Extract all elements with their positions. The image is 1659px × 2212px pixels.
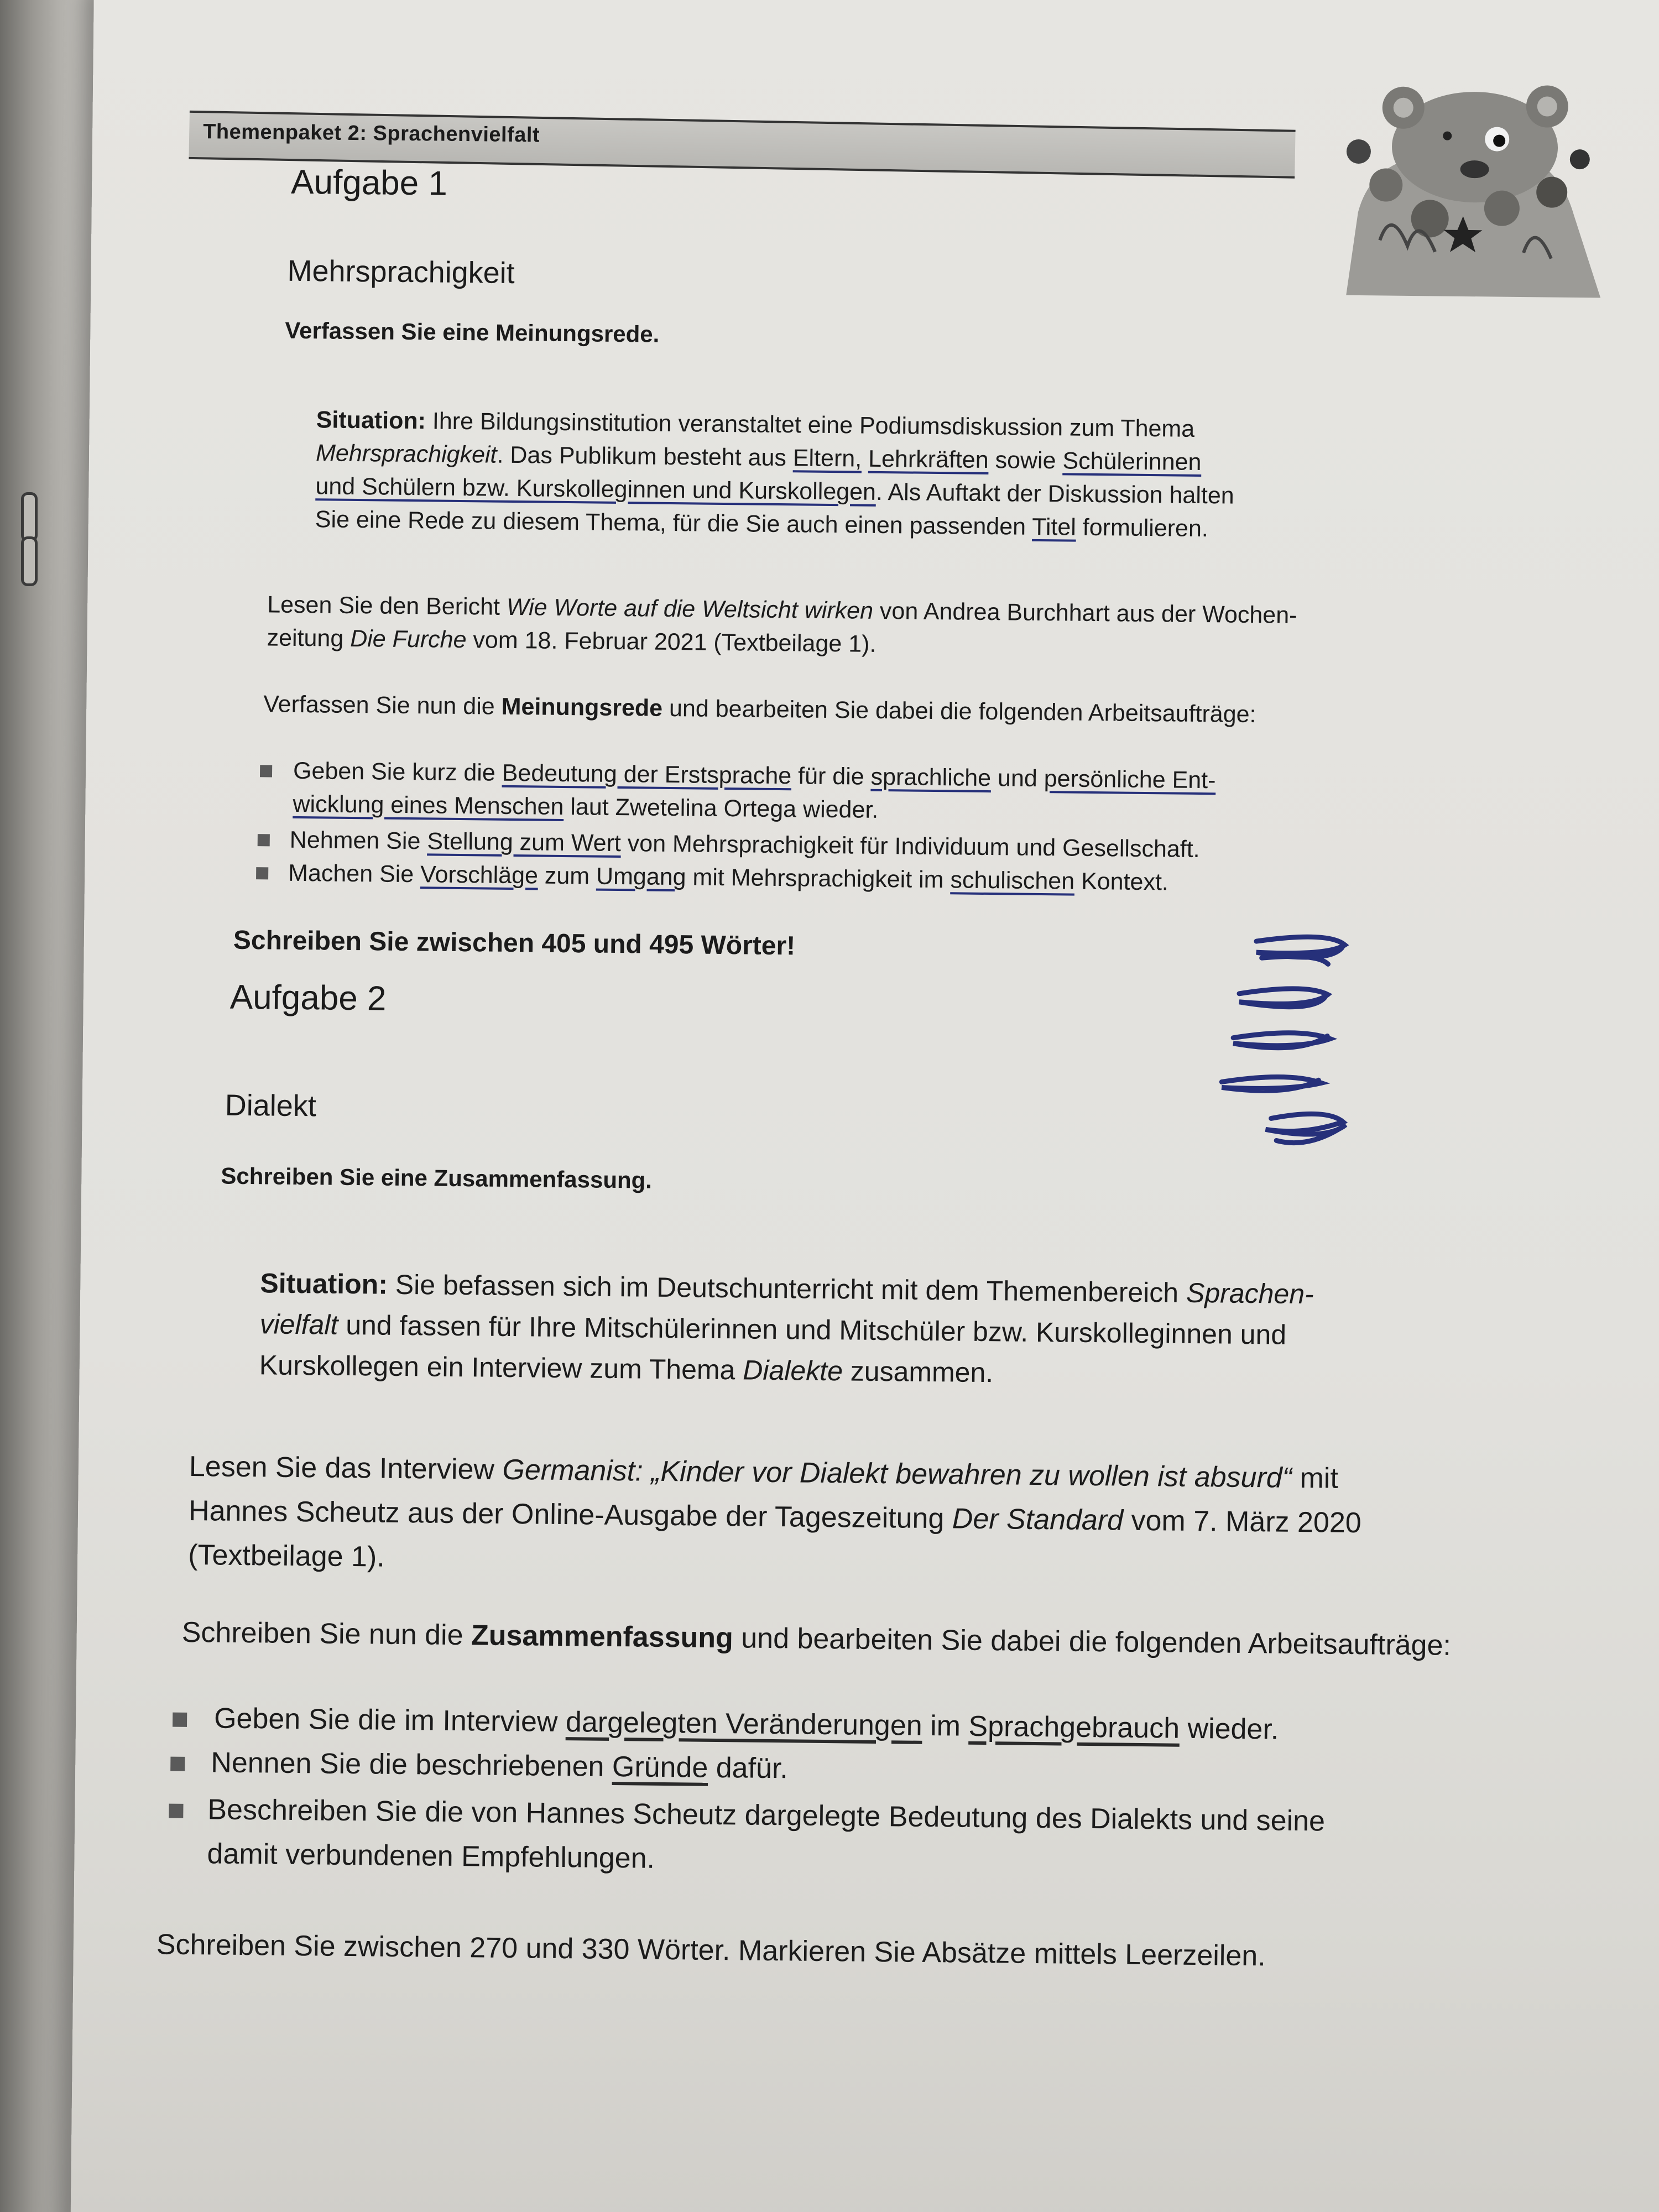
situation-text: sowie [988,446,1063,474]
bullet-text: von Mehrsprachigkeit für Individuum und Gesellschaft. [620,830,1200,863]
newspaper-name: Die Furche [349,625,467,654]
situation-text: zusammen. [842,1355,994,1389]
bullet-text: Machen Sie [288,859,421,888]
annotated-phrase: Stellung zum Wert [427,828,622,857]
reading-text: vom 7. März 2020 [1123,1504,1362,1540]
text-type: Zusammenfassung [471,1619,734,1655]
situation-topic: Mehrsprachigkeit [315,440,497,468]
task2-situation [259,1262,1421,1397]
situation-text: . Das Publikum besteht aus [497,441,794,472]
article-title: Germanist: „Kinder vor Dialekt bewahren zu wollen ist absurd“ [502,1453,1292,1494]
situation-topic: vielfalt [259,1308,338,1340]
task1-number: Aufgabe 1 [290,163,448,203]
bullet-text: Kontext. [1074,868,1169,896]
header-label: Themenpaket 2: Sprachenvielfalt [202,120,540,147]
task2-reading [188,1444,1516,1591]
task1-write-instruction [263,687,1425,733]
situation-text: Sie eine Rede zu diesem Thema, für die Sie auch einen passenden [315,506,1032,540]
bullet-text: damit verbundenen Empfehlungen. [207,1838,655,1875]
annotated-word: schulischen [950,867,1075,895]
situation-text: Kurskollegen ein Interview zum Thema [259,1349,743,1386]
situation-topic: Dialekte [743,1354,843,1387]
task2-topic: Dialekt [225,1088,317,1123]
task1-situation [315,403,1312,546]
worksheet-page [70,0,1659,2212]
reading-text: mit [1291,1462,1339,1495]
bullet-text: dafür. [708,1751,789,1785]
binder-ring [21,536,38,586]
reading-text: Lesen Sie das Interview [189,1450,503,1486]
situation-label: Situation: [316,406,426,435]
bullet-text: wieder. [1179,1712,1279,1746]
bullet-text: im [922,1709,969,1743]
reading-text: Lesen Sie den Bericht [267,591,507,620]
annotated-word: Lehrkräften [868,445,989,473]
situation-text: formulieren. [1076,514,1209,542]
text-type: Meinungsrede [501,693,663,722]
bullet-text: Geben Sie kurz die [293,757,503,786]
bullet-marker [169,1804,183,1818]
annotated-phrase: Bedeutung der Erstsprache [502,759,792,790]
instruction-text: Schreiben Sie nun die [181,1616,472,1652]
bullet-text: Nehmen Sie [289,826,427,855]
bullet-text: laut Zwetelina Ortega wieder. [564,793,879,823]
reading-text: (Textbeilage 1). [187,1538,385,1573]
annotated-word: Titel [1031,513,1077,541]
task2-write-instruction [181,1610,1564,1669]
annotated-word: Gründe [612,1750,708,1784]
instruction-text: und bearbeiten Sie dabei die folgenden Arbeitsaufträge: [662,695,1256,728]
task1-topic: Mehrsprachigkeit [287,254,515,290]
task1-reading [267,588,1373,666]
annotated-phrase: dargelegten Veränderungen [565,1706,923,1742]
situation-text: . Als Auftakt der Diskussion halten [875,478,1234,509]
situation-text [862,446,868,472]
article-title: Wie Worte auf die Weltsicht wirken [506,593,874,624]
bullet-text: mit Mehrsprachigkeit im [686,864,951,894]
bullet-text: Nennen Sie die beschriebenen [211,1746,613,1783]
bear-illustration [1324,74,1614,303]
binder-ring [21,492,38,542]
annotated-word: Umgang [596,863,686,891]
pen-scribbles [1215,930,1439,1170]
reading-text: vom 18. Februar 2021 (Textbeilage 1). [466,627,877,658]
task2-word-count: Schreiben Sie zwischen 270 und 330 Wörter. Markieren Sie Absätze mittels Leerzeilen. [156,1928,1266,1973]
bullet-text: für die [791,763,871,790]
annotated-word: Vorschläge [420,861,539,889]
annotated-word: Schülerinnen [1062,447,1202,476]
task2-bullet-3 [207,1787,1535,1890]
bullet-marker [170,1757,185,1771]
bullet-marker [260,765,272,777]
bullet-text: und [990,765,1045,792]
situation-text: Ihre Bildungsinstitution veranstaltet eine Podiumsdiskussion zum Thema [432,408,1195,442]
annotated-word: persönliche Ent- [1044,765,1216,794]
annotated-word: Eltern, [792,445,862,472]
task1-bullet-1 [293,754,1399,832]
bullet-text: Beschreiben Sie die von Hannes Scheutz dargelegte Bedeutung des Dialekts und seine [207,1793,1326,1838]
reading-text: Hannes Scheutz aus der Online-Ausgabe der Tageszeitung [188,1494,953,1535]
bullet-text: Geben Sie die im Interview [213,1702,566,1739]
situation-label: Situation: [260,1267,388,1300]
bullet-marker [173,1713,187,1727]
annotated-phrase: wicklung eines Menschen [293,790,564,820]
instruction-text: und bearbeiten Sie dabei die folgenden Arbeitsaufträge: [733,1622,1452,1662]
reading-text: von Andrea Burchhart aus der Wochen- [873,597,1297,629]
annotated-word: Sprachgebrauch [968,1710,1180,1745]
bullet-text: zum [538,862,597,890]
annotated-phrase: und Schülern bzw. Kurskolleginnen und Kurskollegen [315,473,877,505]
task1-instruction: Verfassen Sie eine Meinungsrede. [285,317,660,347]
task1-word-count: Schreiben Sie zwischen 405 und 495 Wörter! [233,925,796,961]
newspaper-name: Der Standard [952,1503,1124,1537]
annotated-word: sprachliche [870,763,992,792]
task2-number: Aufgabe 2 [229,978,387,1018]
bullet-marker [256,867,268,879]
situation-topic: Sprachen- [1186,1277,1314,1310]
task2-instruction: Schreiben Sie eine Zusammenfassung. [221,1162,653,1193]
reading-text: zeitung [267,624,351,652]
situation-text: und fassen für Ihre Mitschülerinnen und Mitschüler bzw. Kurskolleginnen und [338,1309,1287,1350]
instruction-text: Verfassen Sie nun die [263,691,502,720]
situation-text: Sie befassen sich im Deutschunterricht mit dem Themenbereich [395,1269,1187,1308]
bullet-marker [258,834,270,846]
